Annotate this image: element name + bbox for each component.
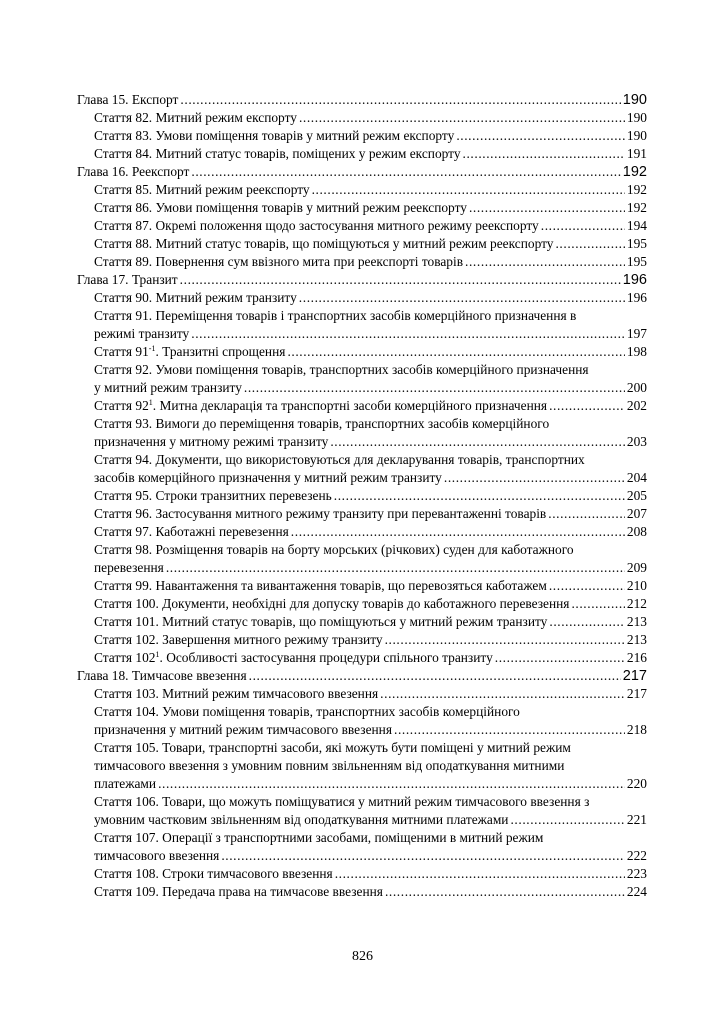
- dot-leader: [244, 379, 625, 397]
- toc-page-number: 218: [626, 722, 647, 737]
- toc-page-number: 216: [626, 650, 647, 665]
- toc-entry-text-line: Стаття 92. Умови поміщення товарів, транспортних засобів комерційного призначення: [94, 362, 589, 377]
- toc-chapter[interactable]: [77, 163, 647, 181]
- toc-entry-title: Стаття 84. Митний статус товарів, поміщених у режим експорту: [94, 146, 461, 161]
- toc-entry-text-line: Стаття 93. Вимоги до переміщення товарів, транспортних засобів комерційного: [94, 416, 550, 431]
- toc-article[interactable]: [77, 181, 647, 199]
- toc-page-number: 205: [626, 488, 647, 503]
- toc-entry-title: Стаття 103. Митний режим тимчасового ввезення: [94, 686, 379, 701]
- toc-entry-text-line: Стаття 106. Товари, що можуть поміщуватися у митний режим тимчасового ввезення з: [94, 794, 590, 809]
- toc-page-number: 203: [626, 434, 647, 449]
- toc-entry-title: [94, 397, 547, 415]
- toc-entry-title: Стаття 99. Навантаження та вивантаження товарів, що перевозяться каботажем: [94, 578, 547, 593]
- toc-article[interactable]: [77, 829, 647, 865]
- toc-entry-text-line: Стаття 98. Розміщення товарів на борту морських (річкових) суден для каботажного: [94, 542, 574, 557]
- toc-page-number: 204: [626, 470, 647, 485]
- toc-article[interactable]: [77, 595, 647, 613]
- toc-article[interactable]: [77, 649, 647, 667]
- toc-article[interactable]: [77, 739, 647, 793]
- toc-article[interactable]: [77, 793, 647, 829]
- toc-article[interactable]: [77, 289, 647, 307]
- toc-article[interactable]: [77, 415, 647, 451]
- toc-article[interactable]: [77, 109, 647, 127]
- toc-entry-title: призначення у митний режим тимчасового ввезення: [94, 722, 392, 737]
- toc-entry-title: умовним частковим звільненням від оподаткування митними платежами: [94, 812, 509, 827]
- dot-leader: [394, 721, 625, 739]
- dot-leader: [444, 469, 625, 487]
- toc-page-number: 195: [626, 236, 647, 251]
- toc-entry-title: режимі транзиту: [94, 326, 190, 341]
- toc-article[interactable]: [77, 523, 647, 541]
- toc-chapter[interactable]: [77, 91, 647, 109]
- toc-entry-text-line: Стаття 91. Переміщення товарів і транспортних засобів комерційного призначення в: [94, 308, 577, 323]
- toc-page-number: 192: [626, 182, 647, 197]
- toc-entry-superscript: 1: [155, 650, 160, 659]
- toc-article[interactable]: [77, 235, 647, 253]
- toc-article[interactable]: [77, 703, 647, 739]
- toc-page-number: 190: [626, 128, 647, 143]
- dot-leader: [380, 685, 625, 703]
- dot-leader: [549, 577, 625, 595]
- toc-entry-title: Стаття 109. Передача права на тимчасове ввезення: [94, 884, 383, 899]
- toc-entry-title: Стаття 86. Умови поміщення товарів у митний режим реекспорту: [94, 200, 467, 215]
- toc-entry-title: Стаття 95. Строки транзитних перевезень: [94, 488, 332, 503]
- dot-leader: [469, 199, 625, 217]
- toc-chapter[interactable]: [77, 667, 647, 685]
- toc-article[interactable]: [77, 487, 647, 505]
- toc-entry-title: Стаття 82. Митний режим експорту: [94, 110, 297, 125]
- toc-entry-title: призначення у митному режимі транзиту: [94, 434, 329, 449]
- dot-leader: [291, 523, 625, 541]
- toc-entry-title-post: . Митна декларація та транспортні засоби комерційного призначення: [152, 398, 548, 413]
- toc-entry-title: Стаття 85. Митний режим реекспорту: [94, 182, 310, 197]
- toc-article[interactable]: [77, 685, 647, 703]
- dot-leader: [191, 325, 625, 343]
- toc-entry-title: у митний режим транзиту: [94, 380, 242, 395]
- toc-article[interactable]: [77, 217, 647, 235]
- toc-page-number: 221: [626, 812, 647, 827]
- toc-entry-title-pre: Стаття 91: [94, 344, 149, 359]
- dot-leader: [299, 109, 625, 127]
- toc-page-number: 196: [626, 290, 647, 305]
- toc-entry-title: Стаття 97. Каботажні перевезення: [94, 524, 289, 539]
- toc-page-number: 212: [626, 596, 647, 611]
- toc-entry-title: Глава 18. Тимчасове ввезення: [77, 668, 247, 683]
- toc-entry-title-pre: Стаття 92: [94, 398, 149, 413]
- toc-article[interactable]: [77, 145, 647, 163]
- toc-article[interactable]: [77, 199, 647, 217]
- toc-entry-title: Глава 17. Транзит: [77, 272, 178, 287]
- toc-entry-title: Стаття 101. Митний статус товарів, що поміщуються у митний режим транзиту: [94, 614, 548, 629]
- toc-article[interactable]: [77, 577, 647, 595]
- dot-leader: [158, 775, 625, 793]
- dot-leader: [456, 127, 625, 145]
- toc-entry-title: Стаття 96. Застосування митного режиму транзиту при перевантаженні товарів: [94, 506, 547, 521]
- dot-leader: [385, 883, 625, 901]
- dot-leader: [180, 271, 621, 289]
- toc-page-number: 220: [626, 776, 647, 791]
- toc-article[interactable]: [77, 865, 647, 883]
- toc-page-number: 195: [626, 254, 647, 269]
- toc-article[interactable]: [77, 613, 647, 631]
- toc-entry-title-post: . Особливості застосування процедури спільного транзиту: [159, 650, 493, 665]
- toc-entry-title: засобів комерційного призначення у митний режим транзиту: [94, 470, 442, 485]
- toc-article[interactable]: [77, 253, 647, 271]
- toc-article[interactable]: [77, 343, 647, 361]
- dot-leader: [510, 811, 624, 829]
- toc-entry-text-line: Стаття 105. Товари, транспортні засоби, які можуть бути поміщені у митний режим: [94, 740, 571, 755]
- toc-page-number: 192: [622, 164, 647, 180]
- toc-entry-title: Стаття 88. Митний статус товарів, що поміщуються у митний режим реекспорту: [94, 236, 554, 251]
- toc-page-number: 224: [626, 884, 647, 899]
- dot-leader: [548, 505, 625, 523]
- toc-page-number: 213: [626, 632, 647, 647]
- dot-leader: [335, 865, 625, 883]
- dot-leader: [495, 649, 625, 667]
- toc-page-number: 210: [626, 578, 647, 593]
- toc-page-number: 196: [622, 272, 647, 288]
- toc-page-number: 209: [626, 560, 647, 575]
- dot-leader: [180, 91, 620, 109]
- toc-entry-title-post: . Транзитні спрощення: [155, 344, 286, 359]
- toc-page-number: 198: [626, 344, 647, 359]
- toc-page-number: 222: [626, 848, 647, 863]
- toc-entry-title-pre: Стаття 102: [94, 650, 156, 665]
- toc-page-number: 217: [626, 686, 647, 701]
- toc-article[interactable]: [77, 883, 647, 901]
- toc-entry-title: Стаття 108. Строки тимчасового ввезення: [94, 866, 333, 881]
- toc-entry-title: Стаття 102. Завершення митного режиму транзиту: [94, 632, 383, 647]
- toc-page-number: 200: [626, 380, 647, 395]
- dot-leader: [555, 235, 624, 253]
- toc-entry-title: Стаття 100. Документи, необхідні для допуску товарів до каботажного перевезення: [94, 596, 570, 611]
- dot-leader: [549, 613, 625, 631]
- dot-leader: [330, 433, 625, 451]
- toc-entry-text-line: Стаття 94. Документи, що використовуються для декларування товарів, транспортних: [94, 452, 585, 467]
- toc-page-number: 190: [626, 110, 647, 125]
- toc-entry-text-line: Стаття 107. Операції з транспортними засобами, поміщеними в митний режим: [94, 830, 544, 845]
- toc-page-number: 190: [622, 92, 647, 108]
- toc-entry-title: перевезення: [94, 560, 164, 575]
- toc-chapter[interactable]: [77, 271, 647, 289]
- page-number: 826: [352, 949, 373, 964]
- toc-page-number: 191: [626, 146, 647, 161]
- toc-page-number: 197: [626, 326, 647, 341]
- dot-leader: [299, 289, 625, 307]
- toc-article[interactable]: [77, 631, 647, 649]
- dot-leader: [334, 487, 625, 505]
- toc-entry-title: [94, 649, 493, 667]
- toc-page-number: 192: [626, 200, 647, 215]
- toc-page-number: 194: [626, 218, 647, 233]
- dot-leader: [221, 847, 625, 865]
- toc-page-number: 208: [626, 524, 647, 539]
- dot-leader: [287, 343, 624, 361]
- toc-page-number: 202: [626, 398, 647, 413]
- toc-entry-superscript: 1: [148, 398, 153, 407]
- toc-article[interactable]: [77, 541, 647, 577]
- toc-entry-title: Стаття 90. Митний режим транзиту: [94, 290, 297, 305]
- toc-entry-title: Глава 15. Експорт: [77, 92, 179, 107]
- toc-entry-text-line: Стаття 104. Умови поміщення товарів, транспортних засобів комерційного: [94, 704, 520, 719]
- dot-leader: [312, 181, 625, 199]
- toc-article[interactable]: [77, 307, 647, 343]
- toc-entry-superscript: -1: [148, 344, 156, 353]
- toc-entry-title: Глава 16. Реекспорт: [77, 164, 190, 179]
- dot-leader: [465, 253, 625, 271]
- toc-entry-title: Стаття 89. Повернення сум ввізного мита при реекспорті товарів: [94, 254, 464, 269]
- toc-page-number: 223: [626, 866, 647, 881]
- toc-entry-title: Стаття 83. Умови поміщення товарів у митний режим експорту: [94, 128, 455, 143]
- dot-leader: [571, 595, 624, 613]
- toc-entry-title: Стаття 87. Окремі положення щодо застосування митного режиму реекспорту: [94, 218, 539, 233]
- dot-leader: [191, 163, 620, 181]
- toc-entry-title: [94, 343, 285, 361]
- toc-page-number: 213: [626, 614, 647, 629]
- table-of-contents: [77, 91, 647, 901]
- toc-article[interactable]: [77, 127, 647, 145]
- dot-leader: [385, 631, 625, 649]
- toc-entry-title: платежами: [94, 776, 157, 791]
- toc-entry-title: тимчасового ввезення: [94, 848, 220, 863]
- toc-article[interactable]: [77, 505, 647, 523]
- dot-leader: [541, 217, 625, 235]
- toc-article[interactable]: [77, 397, 647, 415]
- toc-entry-text-line: тимчасового ввезення з умовним повним звільненням від оподаткування митними: [94, 758, 565, 773]
- toc-article[interactable]: [77, 451, 647, 487]
- toc-page-number: 217: [622, 668, 647, 684]
- toc-page-number: 207: [626, 506, 647, 521]
- dot-leader: [549, 397, 625, 415]
- dot-leader: [249, 667, 621, 685]
- dot-leader: [463, 145, 625, 163]
- toc-article[interactable]: [77, 361, 647, 397]
- dot-leader: [166, 559, 625, 577]
